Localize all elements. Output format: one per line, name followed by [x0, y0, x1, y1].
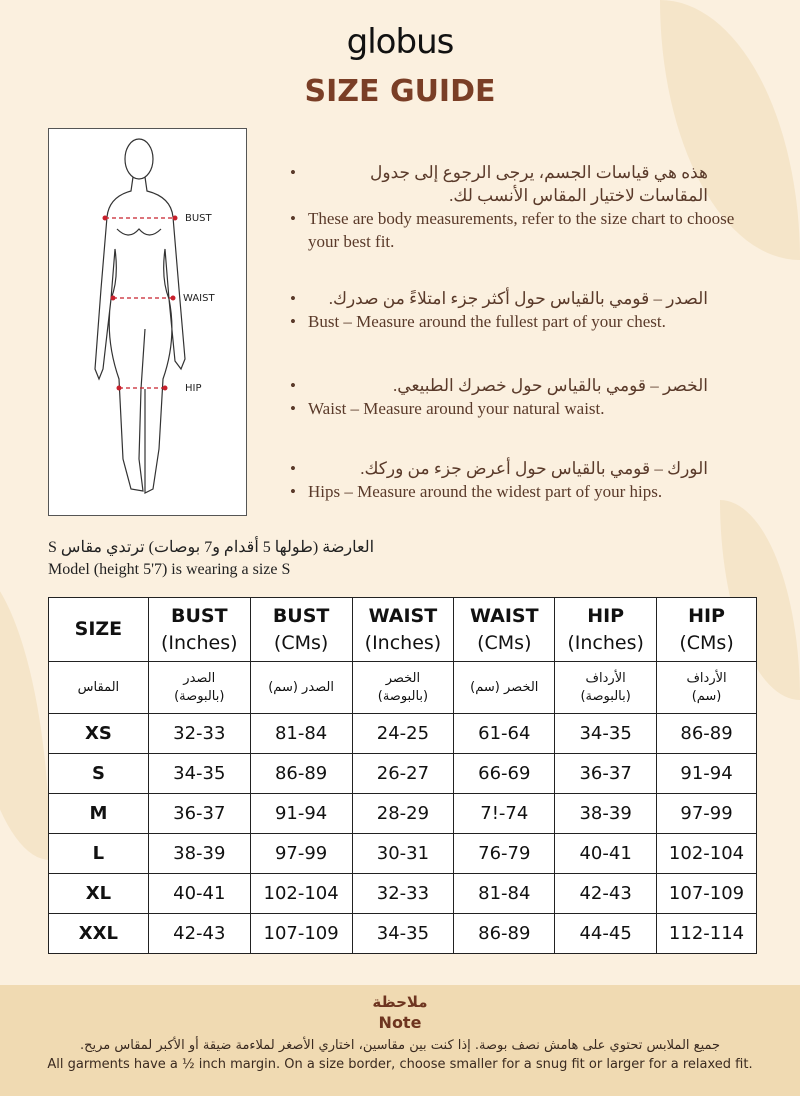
table-cell: 40-41: [555, 834, 657, 874]
table-cell: XL: [49, 874, 149, 914]
table-cell: 24-25: [352, 714, 454, 754]
header-main: HIP: [587, 604, 625, 627]
table-cell: 66-69: [454, 754, 555, 794]
table-cell: 102-104: [250, 874, 352, 914]
table-cell: 107-109: [250, 914, 352, 954]
model-info-en: Model (height 5'7) is wearing a size S: [48, 561, 291, 578]
table-cell: 76-79: [454, 834, 555, 874]
table-cell: 97-99: [657, 794, 757, 834]
table-cell: 86-89: [250, 754, 352, 794]
header-row-ar: [49, 662, 757, 714]
hip-label: HIP: [185, 383, 202, 394]
bullet-en: • Bust – Measure around the fullest part of your chest.: [288, 310, 738, 333]
table-cell: 34-35: [555, 714, 657, 754]
header-unit: (Inches): [567, 631, 644, 654]
column-header-ar: الخصر (سم): [454, 662, 555, 714]
table-row: [49, 754, 757, 794]
body-measurement-figure: [48, 128, 247, 516]
table-cell: 107-109: [657, 874, 757, 914]
table-cell: 42-43: [148, 914, 250, 954]
header-unit: (CMs): [273, 631, 329, 654]
bullet-ar: • هذه هي قياسات الجسم، يرجى الرجوع إلى جدول المقاسات لاختيار المقاس الأنسب لك.: [288, 161, 738, 207]
header-unit: (Inches): [364, 631, 442, 654]
column-header: [454, 598, 555, 662]
column-header-ar: الصدر (بالبوصة): [148, 662, 250, 714]
table-row: [49, 834, 757, 874]
header-main: SIZE: [74, 618, 123, 640]
bullet-en: • These are body measurements, refer to the size chart to choose your best fit.: [288, 207, 738, 253]
table-cell: L: [49, 834, 149, 874]
column-header: [555, 598, 657, 662]
column-header: [49, 598, 149, 662]
column-header: [352, 598, 454, 662]
bullet-ar: • الورك – قومي بالقياس حول أعرض جزء من وركك.: [288, 457, 738, 480]
table-cell: 42-43: [555, 874, 657, 914]
table-cell: 86-89: [657, 714, 757, 754]
size-chart-table: [48, 597, 757, 954]
model-info-ar: العارضة (طولها 5 أقدام و7 بوصات) ترتدي مقاس S: [48, 539, 375, 556]
note-section: [0, 985, 800, 1096]
table-cell: XS: [49, 714, 149, 754]
figure-illustration: [49, 129, 246, 515]
bullet-ar: • الصدر – قومي بالقياس حول أكثر جزء امتلاءً من صدرك.: [288, 287, 738, 310]
note-title-en: Note: [378, 1013, 422, 1032]
table-cell: 26-27: [352, 754, 454, 794]
table-cell: S: [49, 754, 149, 794]
header-main: WAIST: [368, 604, 438, 627]
table-cell: 7!-74: [454, 794, 555, 834]
header-unit: (Inches): [161, 631, 238, 654]
table-cell: 40-41: [148, 874, 250, 914]
table-cell: 91-94: [657, 754, 757, 794]
header-main: WAIST: [470, 604, 539, 627]
header-unit: (CMs): [477, 631, 532, 654]
bullet-group-waist: [288, 374, 738, 420]
header-main: BUST: [272, 604, 330, 627]
table-cell: 91-94: [250, 794, 352, 834]
table-cell: 34-35: [352, 914, 454, 954]
table-cell: 81-84: [250, 714, 352, 754]
table-cell: 36-37: [555, 754, 657, 794]
table-cell: 86-89: [454, 914, 555, 954]
table-cell: 30-31: [352, 834, 454, 874]
table-cell: 32-33: [352, 874, 454, 914]
table-cell: 36-37: [148, 794, 250, 834]
bullet-group-intro: [288, 161, 738, 253]
table-cell: 112-114: [657, 914, 757, 954]
note-title-ar: ملاحظة: [372, 993, 428, 1011]
header-main: HIP: [688, 604, 725, 627]
note-text-en: All garments have a ½ inch margin. On a size border, choose smaller for a snug fit or larger for a relaxed fit.: [47, 1057, 753, 1072]
column-header-ar: الصدر (سم): [250, 662, 352, 714]
table-row: [49, 794, 757, 834]
table-cell: XXL: [49, 914, 149, 954]
header-main: BUST: [171, 604, 228, 627]
waist-label: WAIST: [183, 293, 215, 304]
bullet-group-hips: [288, 457, 738, 503]
table-row: [49, 714, 757, 754]
column-header: [250, 598, 352, 662]
bullet-en: • Waist – Measure around your natural waist.: [288, 397, 738, 420]
brand-logo: globus: [346, 22, 454, 62]
leaf-decoration: [0, 560, 50, 860]
note-text-ar: جميع الملابس تحتوي على هامش نصف بوصة. إذا كنت بين مقاسين، اختاري الأصغر لملاءمة ضيقة أو الأكبر لمقاس مريح.: [79, 1038, 721, 1053]
column-header-ar: الخصر (بالبوصة): [352, 662, 454, 714]
bullet-group-bust: [288, 287, 738, 333]
table-cell: 61-64: [454, 714, 555, 754]
table-row: [49, 874, 757, 914]
header-unit: (CMs): [679, 631, 734, 654]
table-row: [49, 914, 757, 954]
table-cell: 97-99: [250, 834, 352, 874]
table-cell: M: [49, 794, 149, 834]
page-title: SIZE GUIDE: [304, 74, 496, 109]
bust-label: BUST: [185, 213, 212, 224]
column-header-ar: الأرداف (سم): [657, 662, 757, 714]
table-cell: 38-39: [148, 834, 250, 874]
table-cell: 34-35: [148, 754, 250, 794]
column-header: [657, 598, 757, 662]
column-header-ar: الأرداف (بالبوصة): [555, 662, 657, 714]
table-cell: 44-45: [555, 914, 657, 954]
model-info: [48, 537, 374, 581]
table-cell: 28-29: [352, 794, 454, 834]
table-cell: 32-33: [148, 714, 250, 754]
bullet-ar: • الخصر – قومي بالقياس حول خصرك الطبيعي.: [288, 374, 738, 397]
header-row: [49, 598, 757, 662]
column-header: [148, 598, 250, 662]
table-cell: 38-39: [555, 794, 657, 834]
bullet-en: • Hips – Measure around the widest part of your hips.: [288, 480, 738, 503]
table-cell: 81-84: [454, 874, 555, 914]
table-cell: 102-104: [657, 834, 757, 874]
column-header-ar: المقاس: [49, 662, 149, 714]
